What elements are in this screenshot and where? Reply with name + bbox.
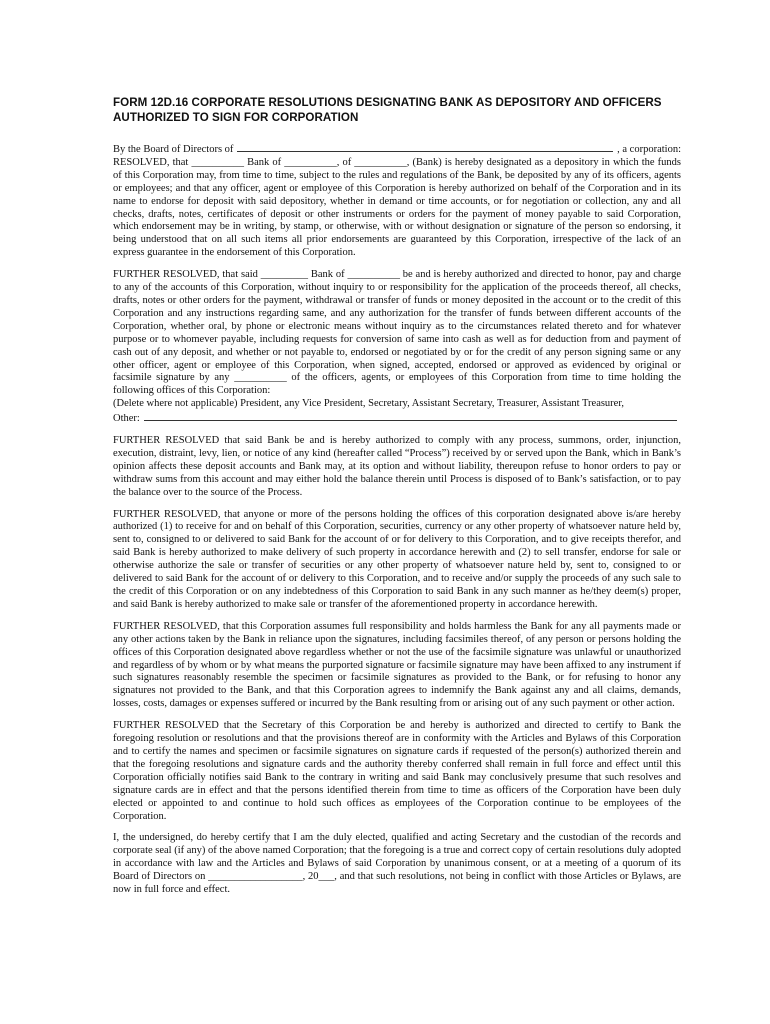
other-label: Other: xyxy=(113,413,140,425)
opening-prefix: By the Board of Directors of xyxy=(113,144,234,155)
certification-paragraph: I, the undersigned, do hereby certify that I am the duly elected, qualified and acting Secretary and the custodian of the records and corporate seal (if any) of the above named Corporation; that the foregoing is a true and correct copy of certain resolutions duly adopted in accordance with law and the Articles and Bylaws of said Corporation by unanimous consent, or at a meeting of a quorum of its Board of Directors on __________________, 20___, and that such resolutions, not being in conflict with those Articles or Bylaws, are now in full force and effect. xyxy=(113,832,681,896)
other-offices-blank[interactable] xyxy=(144,411,677,421)
further-resolved-indemnify-paragraph: FURTHER RESOLVED, that this Corporation assumes full responsibility and holds harmless the Bank for any all payments made or any other actions taken by the Bank in reliance upon the signatures, including facsimiles thereof, of any person or persons holding the offices of this Corporation designated above regardless whether or not the use of the facsimile signature was unlawful or unauthorized and regardless of by whom or by what means the purported signature or facsimile signature may have been affixed to any instrument if such signatures reasonably resemble the specimen or facsimile signatures as provided to the Bank, or for refusing to honor any signatures not provided to the Bank, and that this Corporation agrees to indemnify the Bank against any and all claims, demands, losses, costs, damages or expenses suffered or incurred by the Bank resulting from or arising out of any such payment or other action. xyxy=(113,620,681,710)
further-resolved-secretary-paragraph: FURTHER RESOLVED that the Secretary of this Corporation be and hereby is authorized and directed to certify to Bank the foregoing resolution or resolutions and that the provisions thereof are in conformity with the Articles and Bylaws of this Corporation and to certify the names and specimen or facsimile signatures on signature cards if requested of the person(s) authorized therein and that the foregoing resolutions and signature cards and the authority thereby conferred shall remain in full force and effect until this Corporation officially notifies said Bank to the contrary in writing and said Bank may conclusively presume that such resolves and signature cards are in effect and that the persons identified therein from time to time as officers of the Corporation have been duly elected or appointed to and continue to hold such offices as employees of the Corporation continue to be employees of the Corporation. xyxy=(113,720,681,822)
further-resolved-property-paragraph: FURTHER RESOLVED, that anyone or more of the persons holding the offices of this corporation designated above is/are hereby authorized (1) to receive for and on behalf of this Corporation, securities, currency or any other property of whatsoever nature held by, sent to, consigned to or delivered to said Bank for the account of or for delivery to this Corporation, and to give receipts therefor, and said Bank is hereby authorized to make delivery of such property in accordance herewith and (2) to sell transfer, endorse for sale or otherwise authorize the sale or transfer of securities or any other property of whatsoever nature held by, sent to, consigned to or delivered to said Bank for the account of or delivery to this Corporation, and to receive and/or supply the proceeds of any such sale to the credit of this Corporation or on any indebtedness of this Corporation to said Bank in any such manner as he/they deem(s) proper, and said Bank is hereby authorized to make sale or transfer of the aforementioned property in accordance herewith. xyxy=(113,508,681,610)
document-page xyxy=(113,95,681,906)
offices-line: (Delete where not applicable) President, any Vice President, Secretary, Assistant Secretary, Treasurer, Assistant Treasurer, xyxy=(113,398,625,410)
page-title: FORM 12D.16 CORPORATE RESOLUTIONS DESIGNATING BANK AS DEPOSITORY AND OFFICERS AUTHORIZED TO SIGN FOR CORPORATION xyxy=(113,96,662,124)
resolved-paragraph: RESOLVED, that __________ Bank of __________, of __________, (Bank) is hereby designated as a depository in which the funds of this Corporation may, from time to time, subject to the rules and regulations of the Bank, be deposited by any of its officers, agents or employees; and that any officer, agent or employee of this Corporation is hereby authorized on behalf of the Corporation and in its name to endorse for deposit with said depository, whether in demand or time accounts, or for negotiation or collection, any and all checks, drafts, notes, certificates of deposit or other instruments or orders for the payment of money payable to said Corporation, which endorsement may be in writing, by stamp, or otherwise, with or without designation or signature of the person so endorsing, it being understood that on all such items all prior endorsements are guaranteed by this Corporation, irrespective of the lack of an express guarantee in the endorsement of this Corporation. xyxy=(113,156,681,259)
further-resolved-process-paragraph: FURTHER RESOLVED that said Bank be and is hereby authorized to comply with any process, summons, order, injunction, execution, distraint, levy, lien, or notice of any kind (hereafter called “Process”) received by or served upon the Bank, which in Bank’s opinion affects these deposit accounts and Bank may, at its option and without liability, thereupon refuse to honor orders to pay or withdraw sums from this account and may either hold the balance therein until Process is disposed of to Bank’s satisfaction, or to pay the balance over to the source of the Process. xyxy=(113,435,681,498)
further-resolved-honor-paragraph: FURTHER RESOLVED, that said _________ Bank of __________ be and is hereby authorized and directed to honor, pay and charge to any of the accounts of this Corporation, without inquiry to or responsibility for the application of the proceeds thereof, all checks, drafts, notes or other orders for the payment, withdrawal or transfer of funds or money deposited in the account or to the credit of this Corporation and any instructions regarding same, and any authorization for the transfer of funds between different accounts of the Corporation, whether oral, by phone or electronic means without inquiry as to the circumstances related thereto and for whatever purpose or to whomever payable, including requests for conversion of same into cash as well as for deduction from and payment of cash out of any deposit, and whether or not payable to, endorsed or negotiated by or for the credit of any person signing same or any other officer, agent or employee of this Corporation, when signed, accepted, endorsed or approved as evidenced by original or facsimile signature by any __________ of the officers, agents, or employees of this Corporation from time to time holding the following offices of this Corporation: xyxy=(113,269,681,397)
opening-suffix: , a corporation: xyxy=(617,144,681,155)
corporation-name-blank[interactable] xyxy=(237,142,613,152)
other-line xyxy=(113,411,681,426)
opening-line xyxy=(113,142,681,157)
